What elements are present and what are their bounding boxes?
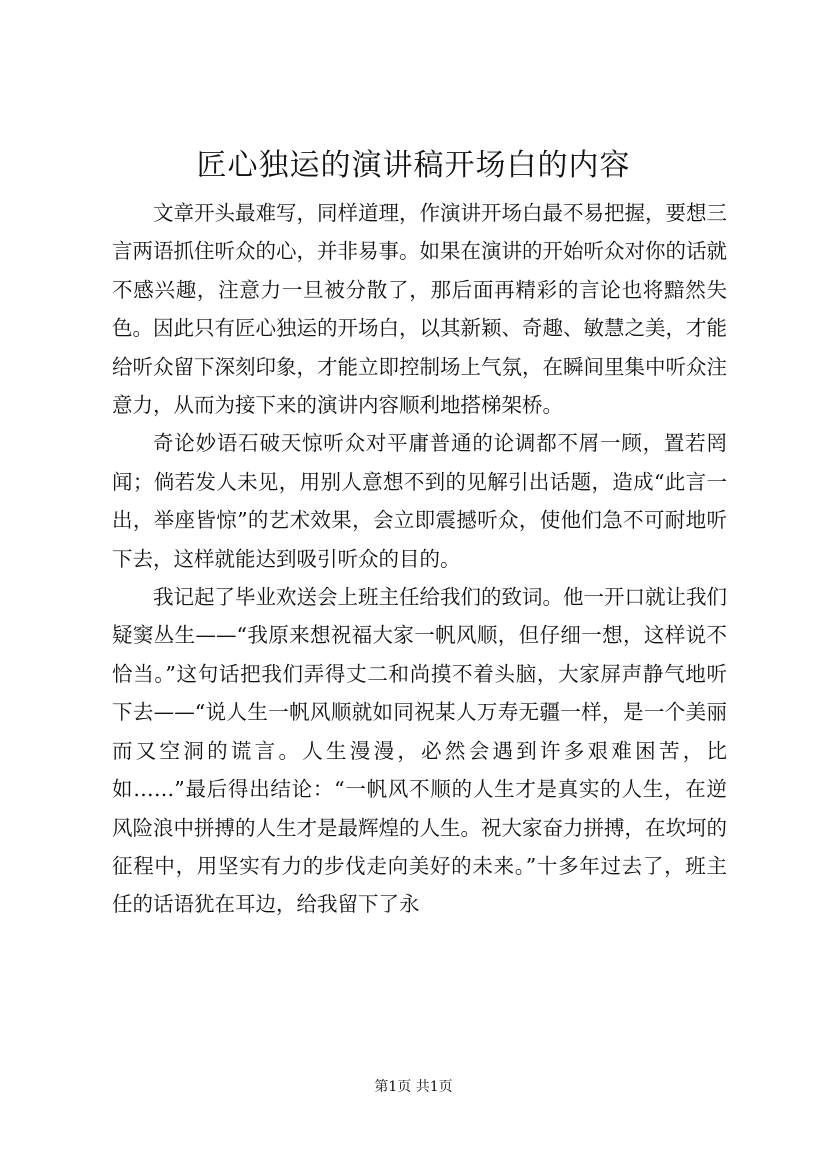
paragraph-2: 奇论妙语石破天惊听众对平庸普通的论调都不屑一顾，置若罔闻；倘若发人未见，用别人意想不到的见解引出话题，造成“此言一出，举座皆惊”的艺术效果，会立即震撼听众，使他们急不可耐地听下去，这样就能达到吸引听众的目的。	[112, 431, 727, 571]
page-footer: 第1页 共1页	[374, 1079, 453, 1095]
document-title: 匠心独运的演讲稿开场白的内容	[196, 148, 631, 183]
paragraph-1: 文章开头最难写，同样道理，作演讲开场白最不易把握，要想三言两语抓住听众的心，并非易事。如果在演讲的开始听众对你的话就不感兴趣，注意力一旦被分散了，那后面再精彩的言论也将黯然失色。因此只有匠心独运的开场白，以其新颖、奇趣、敏慧之美，才能给听众留下深刻印象，才能立即控制场上气氛，在瞬间里集中听众注意力，从而为接下来的演讲内容顺利地搭梯架桥。	[112, 201, 727, 418]
document-body	[112, 194, 727, 924]
paragraph-3: 我记起了毕业欢送会上班主任给我们的致词。他一开口就让我们疑窦丛生——“我原来想祝福大家一帆风顺，但仔细一想，这样说不恰当。”这句话把我们弄得丈二和尚摸不着头脑，大家屏声静气地听下去——“说人生一帆风顺就如同祝某人万寿无疆一样，是一个美丽而又空洞的谎言。人生漫漫，必然会遇到许多艰难困苦，比如……”最后得出结论：“一帆风不顺的人生才是真实的人生，在逆风险浪中拼搏的人生才是最辉煌的人生。祝大家奋力拼搏，在坎坷的征程中，用坚实有力的步伐走向美好的未来。”十多年过去了，班主任的话语犹在耳边，给我留下了永	[112, 585, 727, 917]
